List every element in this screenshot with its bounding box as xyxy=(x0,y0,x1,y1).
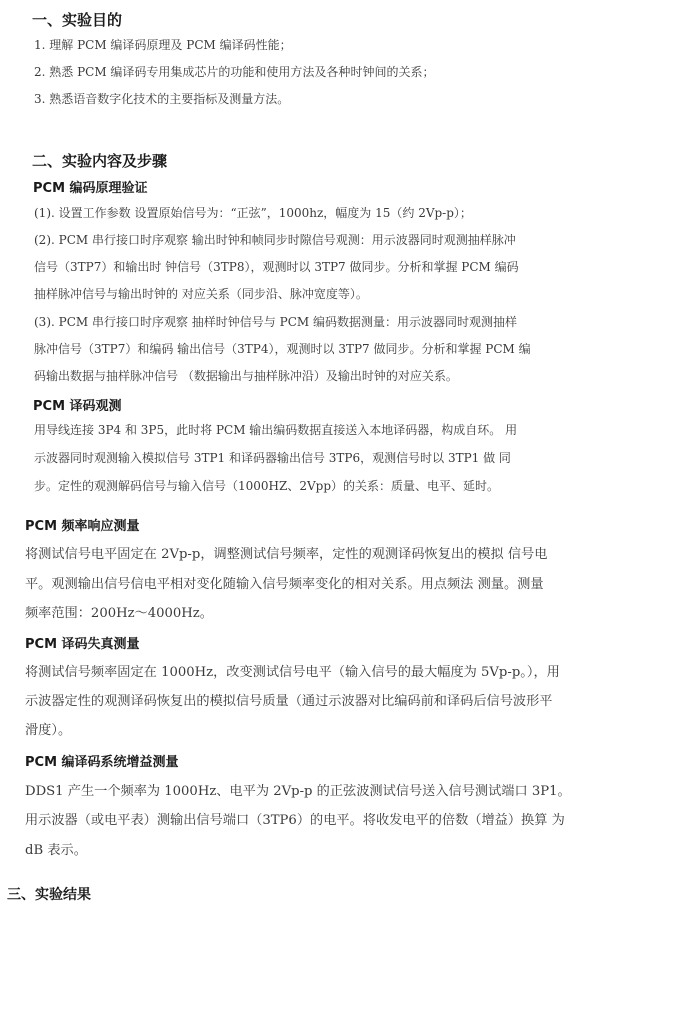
s2-sub4-line: 滑度）。 xyxy=(25,723,72,738)
s2-sub5-line: DDS1 产生一个频率为 1000Hz、电平为 2Vp-p 的正弦波测试信号送入信号测试端口 3P1。 xyxy=(25,784,571,799)
s2-sub1-line: 脉冲信号（3TP7）和编码 输出信号（3TP4），观测时以 3TP7 做同步。分析和掌握 PCM 编 xyxy=(34,342,531,356)
s2-sub5-line: dB 表示。 xyxy=(25,843,87,858)
s2-sub3-line: 将测试信号电平固定在 2Vp-p，调整测试信号频率，定性的观测译码恢复出的模拟 信号电 xyxy=(25,547,548,562)
s1-item-1: 1. 理解 PCM 编译码原理及 PCM 编译码性能； xyxy=(34,38,292,52)
s2-sub1-line: (2). PCM 串行接口时序观察 输出时钟和帧同步时隙信号观测：用示波器同时观测抽样脉冲 xyxy=(34,233,516,247)
s2-sub2-line: 步。定性的观测解码信号与输入信号（1000HZ、2Vpp）的关系：质量、电平、延时。 xyxy=(34,479,500,493)
section-2-title: 二、实验内容及步骤 xyxy=(32,152,168,170)
s2-sub3-heading: PCM 频率响应测量 xyxy=(25,519,140,534)
s2-sub2-line: 示波器同时观测输入模拟信号 3TP1 和译码器输出信号 3TP6，观测信号时以 3TP1 做 同 xyxy=(34,451,511,465)
s2-sub2-heading: PCM 译码观测 xyxy=(33,399,122,414)
s2-sub3-line: 平。观测输出信号信电平相对变化随输入信号频率变化的相对关系。用点频法 测量。测量 xyxy=(25,577,544,592)
s2-sub1-line: (3). PCM 串行接口时序观察 抽样时钟信号与 PCM 编码数据测量：用示波器同时观测抽样 xyxy=(34,315,517,329)
s1-item-3: 3. 熟悉语音数字化技术的主要指标及测量方法。 xyxy=(34,92,290,106)
s1-item-2: 2. 熟悉 PCM 编译码专用集成芯片的功能和使用方法及各种时钟间的关系； xyxy=(34,65,435,79)
s2-sub3-line: 频率范围：200Hz～4000Hz。 xyxy=(25,606,213,621)
s2-sub5-line: 用示波器（或电平表）测输出信号端口（3TP6）的电平。将收发电平的倍数（增益）换算 为 xyxy=(25,813,565,828)
section-3-title: 三、实验结果 xyxy=(7,887,91,903)
s2-sub1-line: (1). 设置工作参数 设置原始信号为：“正弦”，1000hz，幅度为 15（约 2Vp-p）； xyxy=(34,206,472,220)
s2-sub1-heading: PCM 编码原理验证 xyxy=(33,181,148,196)
s2-sub1-line: 信号（3TP7）和输出时 钟信号（3TP8），观测时以 3TP7 做同步。分析和掌握 PCM 编码 xyxy=(34,260,519,274)
s2-sub1-line: 抽样脉冲信号与输出时钟的 对应关系（同步沿、脉冲宽度等）。 xyxy=(34,287,368,301)
s2-sub2-line: 用导线连接 3P4 和 3P5，此时将 PCM 输出编码数据直接送入本地译码器，构成自环。 用 xyxy=(34,423,518,437)
s2-sub1-line: 码输出数据与抽样脉冲信号 （数据输出与抽样脉冲沿）及输出时钟的对应关系。 xyxy=(34,369,458,383)
s2-sub4-line: 将测试信号频率固定在 1000Hz，改变测试信号电平（输入信号的最大幅度为 5Vp-p。），用 xyxy=(25,665,560,680)
s2-sub4-heading: PCM 译码失真测量 xyxy=(25,637,140,652)
section-1-title: 一、实验目的 xyxy=(32,11,123,29)
s2-sub5-heading: PCM 编译码系统增益测量 xyxy=(25,755,179,770)
s2-sub4-line: 示波器定性的观测译码恢复出的模拟信号质量（通过示波器对比编码前和译码后信号波形平 xyxy=(25,694,553,709)
